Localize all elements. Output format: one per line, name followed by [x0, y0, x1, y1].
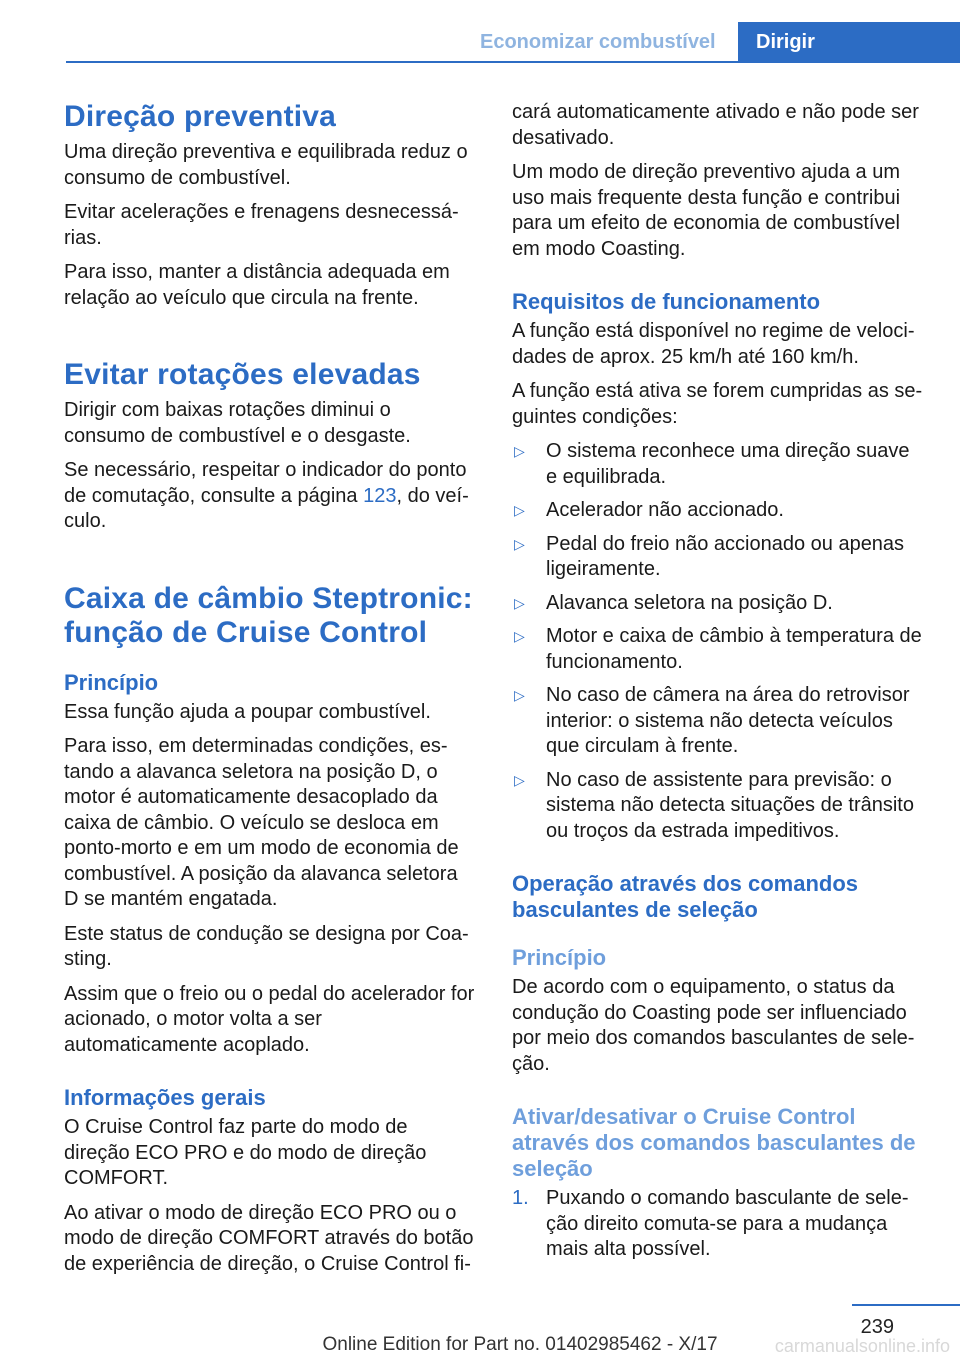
paragraph: A função está ativa se forem cumpridas as seguintes condições:	[512, 380, 923, 428]
left-column	[64, 100, 476, 1286]
subheading-requisitos: Requisitos de funcionamento	[512, 289, 821, 314]
paragraph: Assim que o freio ou o pedal do acelerador for acionado, o motor volta a ser automaticamente acoplado.	[64, 982, 475, 1056]
paragraph: Dirigir com baixas rotações diminui o consumo de combustível e o desgaste.	[64, 399, 411, 447]
triangle-bullet-icon: ▷	[514, 443, 525, 459]
paragraph: O Cruise Control faz parte do modo de direção ECO PRO e do modo de direção COMFORT.	[64, 1116, 427, 1189]
subheading-informacoes-gerais: Informações gerais	[64, 1085, 266, 1110]
paragraph: cará automaticamente ativado e não pode ser desativado.	[512, 101, 919, 149]
triangle-bullet-icon: ▷	[514, 535, 525, 552]
subheading-ativar-desativar: Ativar/desativar o Cruise Control através dos comandos basculantes de seleção	[512, 1104, 916, 1181]
right-column	[512, 100, 924, 1272]
footer-rule	[852, 1304, 960, 1306]
page-number: 239	[860, 1316, 894, 1338]
subheading-principio: Princípio	[64, 669, 159, 695]
paragraph: Ao ativar o modo de direção ECO PRO ou o modo de direção COMFORT através do botão de experiência de direção, o Cruise Control fi-	[64, 1201, 474, 1275]
list-item: ▷ No caso de assistente para previsão: o sistema não detecta situações de trânsito ou troços da estrada impeditivos.	[514, 768, 914, 842]
paragraph: Essa função ajuda a poupar combustível.	[64, 700, 431, 723]
list-item: ▷ Pedal do freio não accionado ou apenas ligeiramente.	[514, 532, 905, 580]
triangle-bullet-icon: ▷	[514, 628, 525, 644]
list-item: ▷ O sistema reconhece uma direção suave e equilibrada.	[514, 440, 910, 488]
list-item: ▷ Alavanca seletora na posição D.	[512, 591, 924, 617]
subheading-operacao: Operação através dos comandos basculantes de seleção	[512, 871, 859, 922]
header-chapter-tab: Dirigir	[738, 22, 960, 62]
edition-footer: Online Edition for Part no. 01402985462 - X/17	[322, 1334, 718, 1355]
heading-direcao-preventiva: Direção preventiva	[64, 100, 337, 133]
paragraph: Evitar acelerações e frenagens desnecessárias.	[64, 201, 459, 249]
watermark: carmanualsonline.info	[774, 1336, 950, 1356]
heading-caixa-cambio: Caixa de câmbio Steptronic: função de Cruise Control	[64, 581, 473, 649]
paragraph: A função está disponível no regime de velocidades de aprox. 25 km/h até 160 km/h.	[512, 320, 915, 368]
list-item: ▷ Motor e caixa de câmbio à temperatura de funcionamento.	[514, 625, 922, 673]
paragraph: Um modo de direção preventivo ajuda a um uso mais frequente desta função e contribui para um efeito de economia de combustível em modo Coasting.	[512, 161, 901, 260]
paragraph: Uma direção preventiva e equilibrada reduz o consumo de combustível.	[64, 141, 468, 189]
list-item: ▷ No caso de câmera na área do retrovisor interior: o sistema não detecta veículos que circulam à frente.	[514, 684, 910, 757]
paragraph-page-reference: Se necessário, respeitar o indicador do ponto de comutação, consulte a página 123, do veículo.	[64, 459, 469, 532]
triangle-bullet-icon: ▷	[514, 687, 525, 703]
conditions-list	[512, 439, 924, 844]
triangle-bullet-icon: ▷	[514, 594, 525, 611]
step-item: 1. Puxando o comando basculante de seleção direito comuta-se para a mudança mais alta possível.	[512, 1187, 909, 1260]
header-section-title: Economizar combustível	[480, 31, 716, 53]
paragraph: Para isso, manter a distância adequada em relação ao veículo que circula na frente.	[64, 261, 450, 309]
triangle-bullet-icon: ▷	[514, 502, 525, 518]
subheading-principio-2: Princípio	[512, 945, 607, 970]
triangle-bullet-icon: ▷	[514, 771, 525, 788]
paragraph: Este status de condução se designa por Coasting.	[64, 922, 469, 970]
steps-list	[512, 1186, 924, 1263]
paragraph: Para isso, em determinadas condições, estando a alavanca seletora na posição D, o motor é automaticamente desacoplado da caixa de câmbio. O veículo se desloca em ponto-morto e em um modo de economia de combustível. A posição da alavanca seletora D se mantém engatada.	[64, 735, 459, 910]
page-header	[66, 22, 960, 62]
header-rule	[66, 61, 960, 63]
step-number: 1.	[512, 1187, 529, 1209]
list-item: ▷ Acelerador não accionado.	[512, 498, 924, 524]
paragraph: De acordo com o equipamento, o status da condução do Coasting pode ser influenciado por meio dos comandos basculantes de seleção.	[512, 976, 915, 1075]
page-link-123[interactable]: 123	[363, 484, 397, 507]
heading-evitar-rotacoes: Evitar rotações elevadas	[64, 358, 421, 391]
